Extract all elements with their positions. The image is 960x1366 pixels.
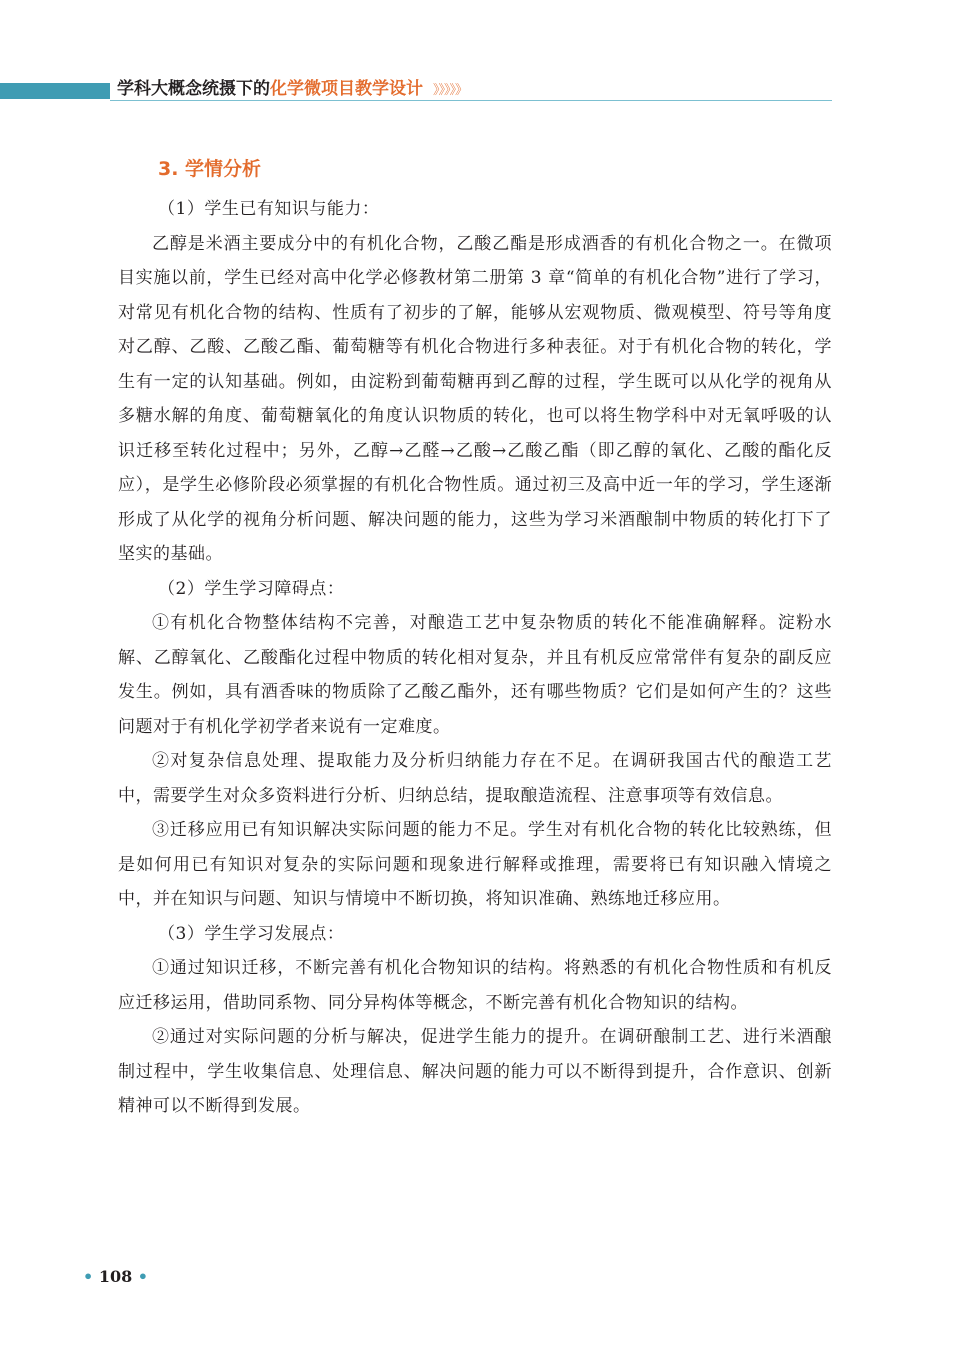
header-accent-bar xyxy=(0,83,110,99)
paragraph-3: ②对复杂信息处理、提取能力及分析归纳能力存在不足。在调研我国古代的酿造工艺中，需要学生对众多资料进行分析、归纳总结，提取酿造流程、注意事项等有效信息。 xyxy=(118,751,832,806)
header-arrows: 》》》》》 xyxy=(433,83,468,98)
header-title-black: 学科大概念统摄下的 xyxy=(117,79,270,99)
page-number-value: 108 xyxy=(98,1267,133,1286)
page-number xyxy=(83,1267,148,1286)
paragraph-5: ①通过知识迁移，不断完善有机化合物知识的结构。将熟悉的有机化合物性质和有机反应迁移运用，借助同系物、同分异构体等概念，不断完善有机化合物知识的结构。 xyxy=(118,958,832,1013)
subsection-title-3: （3）学生学习发展点： xyxy=(158,923,345,944)
page-body xyxy=(118,155,832,1124)
page-number-dot-left: • xyxy=(83,1267,94,1286)
running-header xyxy=(117,78,467,102)
paragraph-2: ①有机化合物整体结构不完善，对酿造工艺中复杂物质的转化不能准确解释。淀粉水解、乙醇氧化、乙酸酯化过程中物质的转化相对复杂，并且有机反应常常伴有复杂的副反应发生。例如，具有酒香味的物质除了乙酸乙酯外，还有哪些物质？它们是如何产生的？这些问题对于有机化学初学者来说有一定难度。 xyxy=(118,613,832,737)
header-title-orange: 化学微项目教学设计 xyxy=(270,79,423,99)
subsection-title-2: （2）学生学习障碍点： xyxy=(158,578,345,599)
page-number-dot-right: • xyxy=(137,1267,149,1286)
paragraph-1: 乙醇是米酒主要成分中的有机化合物，乙酸乙酯是形成酒香的有机化合物之一。在微项目实施以前，学生已经对高中化学必修教材第二册第 3 章“简单的有机化合物”进行了学习，对常见有机化合物的结构、性质有了初步的了解，能够从宏观物质、微观模型、符号等角度对乙醇、乙酸、乙酸乙酯、葡萄糖等有机化合物进行多种表征。对于有机化合物的转化，学生有一定的认知基础。例如，由淀粉到葡萄糖再到乙醇的过程，学生既可以从化学的视角从多糖水解的角度、葡萄糖氧化的角度认识物质的转化，也可以将生物学科中对无氧呼吸的认识迁移至转化过程中；另外，乙醇→乙醛→乙酸→乙酸乙酯（即乙醇的氧化、乙酸的酯化反应），是学生必修阶段必须掌握的有机化合物性质。通过初三及高中近一年的学习，学生逐渐形成了从化学的视角分析问题、解决问题的能力，这些为学习米酒酿制中物质的转化打下了坚实的基础。 xyxy=(118,233,832,564)
paragraph-6: ②通过对实际问题的分析与解决，促进学生能力的提升。在调研酿制工艺、进行米酒酿制过程中，学生收集信息、处理信息、解决问题的能力可以不断得到提升，合作意识、创新精神可以不断得到发展。 xyxy=(118,1027,832,1116)
subsection-title-1: （1）学生已有知识与能力： xyxy=(158,199,380,219)
paragraph-4: ③迁移应用已有知识解决实际问题的能力不足。学生对有机化合物的转化比较熟练，但是如何用已有知识对复杂的实际问题和现象进行解释或推理，需要将已有知识融入情境之中，并在知识与问题、知识与情境中不断切换，将知识准确、熟练地迁移应用。 xyxy=(118,820,832,909)
section-title: 3. 学情分析 xyxy=(158,158,262,180)
